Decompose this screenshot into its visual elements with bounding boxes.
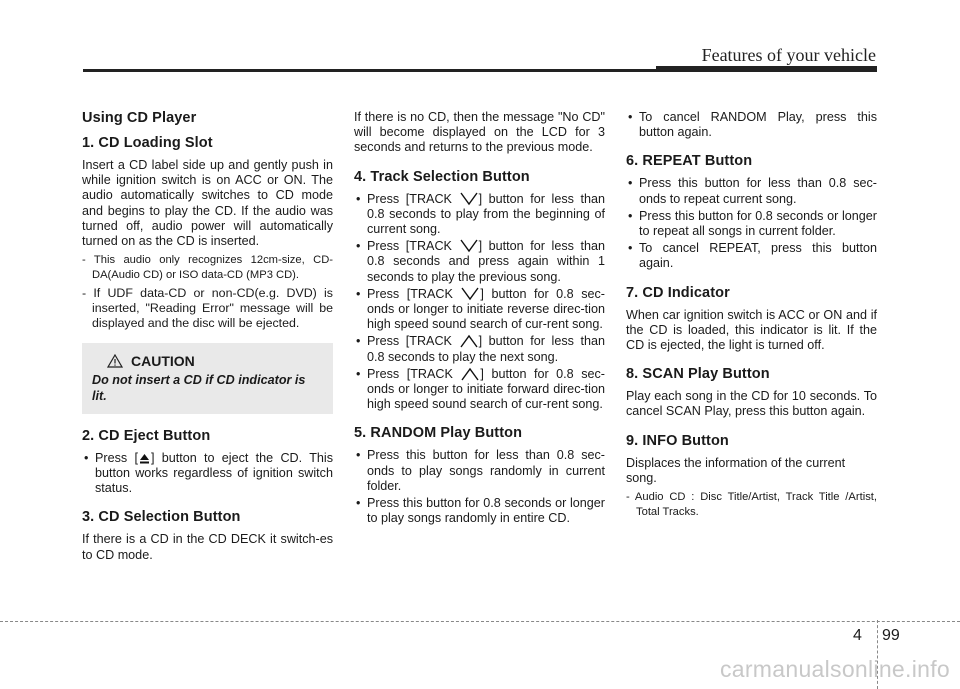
main-heading: Using CD Player (82, 110, 197, 126)
section-8-body: Play each song in the CD for 10 seconds. To cancel SCAN Play, press this button again. (626, 389, 877, 419)
list-item: • Press this button for less than 0.8 sec-onds to play songs randomly in current folder. (354, 448, 605, 494)
eject-pre: Press [ (95, 450, 138, 465)
section-5-title: 5. RANDOM Play Button (354, 425, 523, 442)
section-3-body: If there is a CD in the CD DECK it switch-es to CD mode. (82, 532, 333, 562)
eject-post: ] button to eject the CD. This button works regardless of ignition switch status. (95, 450, 333, 496)
section-title: Features of your vehicle (701, 45, 876, 65)
section-2-list (82, 451, 333, 497)
list-item (354, 367, 605, 413)
chevron-down-icon (460, 192, 478, 206)
track-text: ] button for less than 0.8 seconds to play the next song. (367, 334, 606, 364)
cd-intro: If there is no CD, then the message "No CD" will become displayed on the LCD for 3 seconds and returns to the previous mode. (354, 110, 605, 155)
section-2-title: 2. CD Eject Button (82, 427, 211, 444)
track-text: ] button for less than 0.8 seconds to play from the beginning of current song. (367, 191, 606, 237)
list-item: • Press this button for 0.8 seconds or longer to repeat all songs in current folder. (626, 209, 877, 239)
header-rule (83, 69, 877, 72)
watermark: carmanualsonline.info (719, 656, 950, 682)
footer-rule (0, 621, 960, 622)
section-1-body: Insert a CD label side up and gently push in while ignition switch is on ACC or ON. The audio automatically switches to CD mode and begins to play the CD. If the audio was turned off, audio power will automatically turned on as the CD is inserted. (82, 158, 333, 249)
section-1-title: 1. CD Loading Slot (82, 135, 213, 151)
section-1-note-1: - This audio only recognizes 12cm-size, CD-DA(Audio CD) or ISO data-CD (MP3 CD). (82, 254, 333, 281)
section-9-title: 9. INFO Button (626, 432, 729, 449)
chevron-down-icon (460, 239, 478, 253)
chapter-number: 4 (853, 627, 862, 644)
list-item (354, 334, 605, 364)
eject-icon (139, 453, 150, 465)
caution-title: CAUTION (131, 353, 195, 370)
list-item (354, 192, 605, 238)
section-4-list (354, 192, 605, 413)
section-9-body: Displaces the information of the current song. (626, 455, 846, 485)
caution-box (82, 343, 333, 413)
track-text: ] button for 0.8 sec-onds or longer to initiate reverse direc-tion high speed sound search of cur-rent song. (367, 286, 605, 332)
list-item: • To cancel RANDOM Play, press this button again. (626, 110, 877, 140)
list-item: • Press this button for less than 0.8 sec-onds to repeat current song. (626, 176, 877, 206)
section-7-body: When car ignition switch is ACC or ON and if the CD is loaded, this indicator is lit. If the CD is ejected, the light is turned off. (626, 307, 877, 353)
track-label: Press [TRACK (367, 366, 453, 381)
section-4-title: 4. Track Selection Button (354, 168, 530, 185)
track-label: Press [TRACK (367, 191, 452, 206)
list-item (82, 451, 333, 497)
chevron-up-icon (460, 334, 478, 348)
column-2 (354, 110, 605, 530)
list-item (354, 287, 605, 333)
section-5-list (354, 448, 605, 526)
warning-triangle-icon (107, 354, 123, 368)
section-9-note: - Audio CD : Disc Title/Artist, Track Title /Artist, Total Tracks. (626, 491, 877, 518)
list-item (354, 239, 605, 285)
column-1 (82, 110, 333, 567)
track-label: Press [TRACK (367, 286, 453, 301)
track-label: Press [TRACK (367, 239, 452, 254)
random-cancel-list (626, 110, 877, 140)
section-3-title: 3. CD Selection Button (82, 509, 241, 526)
page-number: 99 (882, 627, 900, 644)
caution-text: Do not insert a CD if CD indicator is lit. (92, 373, 306, 403)
track-text: ] button for 0.8 sec-onds or longer to initiate forward direc-tion high speed sound search of cur-rent song. (367, 366, 605, 412)
track-label: Press [TRACK (367, 334, 452, 349)
column-3 (626, 110, 877, 523)
chevron-up-icon (461, 367, 479, 381)
chevron-down-icon (461, 287, 479, 301)
section-7-title: 7. CD Indicator (626, 284, 730, 301)
section-8-title: 8. SCAN Play Button (626, 366, 770, 383)
section-6-title: 6. REPEAT Button (626, 153, 753, 170)
section-6-list (626, 176, 877, 271)
list-item: • To cancel REPEAT, press this button again. (626, 241, 877, 271)
section-1-note-2: - If UDF data-CD or non-CD(e.g. DVD) is inserted, "Reading Error" message will be displayed and the disc will be ejected. (82, 286, 333, 331)
track-text: ] button for less than 0.8 seconds and press again within 1 seconds to play the previous song. (367, 239, 606, 284)
list-item: • Press this button for 0.8 seconds or longer to play songs randomly in entire CD. (354, 496, 605, 526)
